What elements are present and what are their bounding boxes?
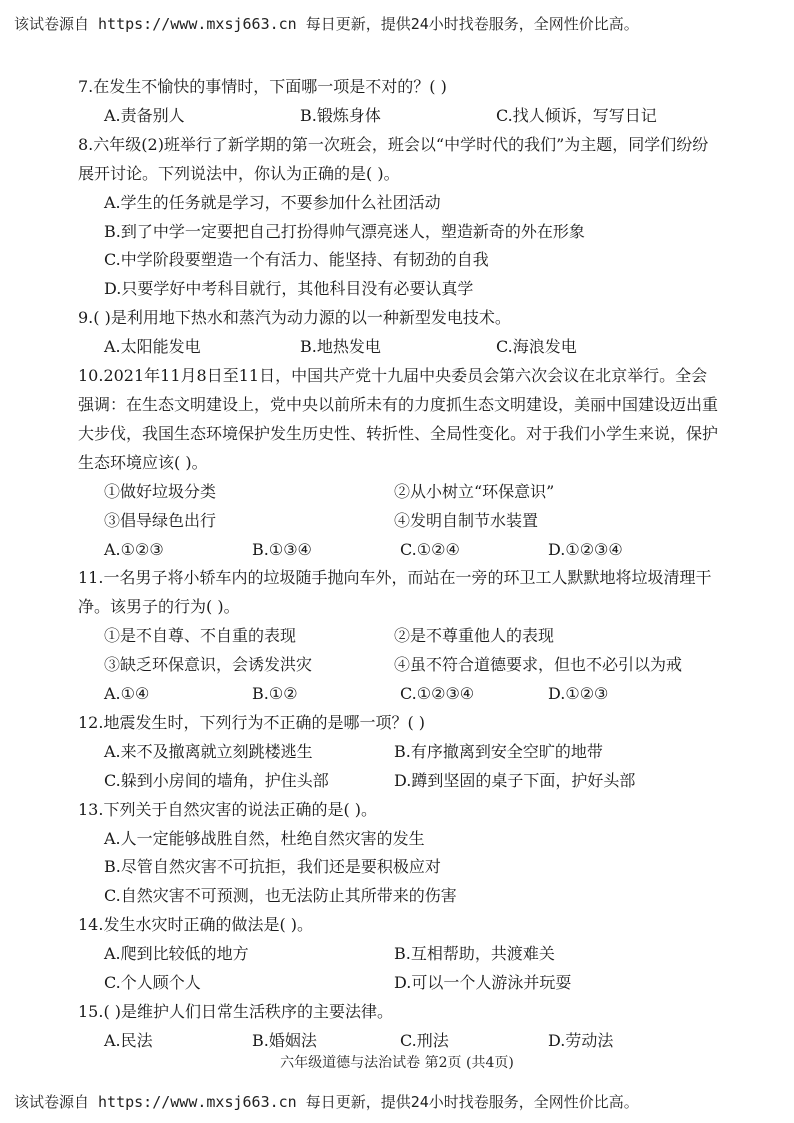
option-c: C.海浪发电 — [496, 337, 577, 357]
statement-1: ①是不自尊、不自重的表现 — [104, 626, 297, 646]
statement-row — [78, 507, 718, 536]
option-a: A.①②③ — [104, 539, 164, 559]
option-row — [78, 680, 718, 709]
option-d: D.只要学好中考科目就行，其他科目没有必要认真学 — [104, 279, 474, 299]
option-b: B.尽管自然灾害不可抗拒，我们还是要积极应对 — [104, 857, 441, 877]
statement-4: ④虽不符合道德要求，但也不必引以为戒 — [394, 655, 683, 675]
question-stem: 11.一名男子将小轿车内的垃圾随手抛向车外，而站在一旁的环卫工人默默地将垃圾清理干净。该男子的行为( )。 — [78, 568, 712, 617]
option-c: C.躲到小房间的墙角，护住头部 — [104, 770, 329, 790]
question-stem: 9.( )是利用地下热水和蒸汽为动力源的以一种新型发电技术。 — [78, 308, 511, 328]
source-banner-top: 该试卷源自 https://www.mxsj663.cn 每日更新，提供24小时找卷服务，全网性价比高。 — [14, 15, 639, 33]
option-b: B.锻炼身体 — [300, 105, 381, 125]
statement-row — [78, 622, 718, 651]
question-11 — [78, 564, 718, 709]
option-d: D.①②③④ — [548, 539, 623, 559]
page-footer: 六年级道德与法治试卷 第2页 (共4页) — [280, 1055, 514, 1071]
statement-row — [78, 651, 718, 680]
option-c: C.找人倾诉，写写日记 — [496, 105, 657, 125]
option-a: A.爬到比较低的地方 — [104, 944, 249, 964]
question-8 — [78, 131, 718, 304]
option-row — [78, 738, 718, 767]
option-a: A.太阳能发电 — [104, 337, 201, 357]
statement-2: ②从小树立“环保意识” — [394, 481, 555, 501]
option-b: B.到了中学一定要把自己打扮得帅气漂亮迷人，塑造新奇的外在形象 — [104, 221, 585, 241]
question-12 — [78, 709, 718, 796]
question-9 — [78, 304, 718, 362]
option-row — [78, 767, 718, 796]
question-10 — [78, 362, 718, 564]
question-stem: 12.地震发生时，下列行为不正确的是哪一项？( ) — [78, 712, 426, 732]
statement-2: ②是不尊重他人的表现 — [394, 626, 555, 646]
statement-1: ①做好垃圾分类 — [104, 481, 217, 501]
question-14 — [78, 911, 718, 998]
option-a: A.人一定能够战胜自然，杜绝自然灾害的发生 — [104, 828, 425, 848]
option-c: C.中学阶段要塑造一个有活力、能坚持、有韧劲的自我 — [104, 250, 489, 270]
option-row — [78, 102, 718, 131]
option-d: D.劳动法 — [548, 1030, 614, 1050]
option-row — [78, 333, 718, 362]
option-c: C.个人顾个人 — [104, 973, 201, 993]
option-row — [78, 969, 718, 998]
option-b: B.有序撤离到安全空旷的地带 — [394, 741, 603, 761]
question-stem: 14.发生水灾时正确的做法是( )。 — [78, 915, 314, 935]
option-c: C.①②③④ — [400, 684, 475, 704]
question-13 — [78, 796, 718, 912]
option-b: B.①② — [252, 684, 298, 704]
question-stem: 15.( )是维护人们日常生活秩序的主要法律。 — [78, 1002, 394, 1021]
option-b: B.①③④ — [252, 539, 312, 559]
option-d: D.可以一个人游泳并玩耍 — [394, 973, 572, 993]
statement-row — [78, 478, 718, 507]
question-7 — [78, 73, 718, 131]
question-stem: 8.六年级(2)班举行了新学期的第一次班会，班会以“中学时代的我们”为主题，同学们纷纷展开讨论。下列说法中，你认为正确的是( )。 — [78, 134, 709, 183]
source-banner-bottom: 该试卷源自 https://www.mxsj663.cn 每日更新，提供24小时找卷服务，全网性价比高。 — [14, 1093, 639, 1111]
option-c: C.刑法 — [400, 1030, 449, 1050]
option-d: D.①②③ — [548, 684, 609, 704]
option-d: D.蹲到坚固的桌子下面，护好头部 — [394, 770, 636, 790]
statement-4: ④发明自制节水装置 — [394, 510, 539, 530]
option-a: A.①④ — [104, 684, 150, 704]
option-row — [78, 536, 718, 565]
option-a: A.民法 — [104, 1030, 153, 1050]
question-list — [78, 73, 718, 1056]
option-a: A.学生的任务就是学习，不要参加什么社团活动 — [104, 192, 441, 212]
option-a: A.来不及撤离就立刻跳楼逃生 — [104, 741, 313, 761]
option-b: B.地热发电 — [300, 337, 381, 357]
question-stem: 13.下列关于自然灾害的说法正确的是( )。 — [78, 799, 378, 819]
statement-3: ③缺乏环保意识，会诱发洪灾 — [104, 655, 313, 675]
option-row — [78, 940, 718, 969]
option-c: C.自然灾害不可预测，也无法防止其所带来的伤害 — [104, 886, 457, 906]
question-stem: 7.在发生不愉快的事情时，下面哪一项是不对的？( ) — [78, 77, 447, 96]
option-b: B.互相帮助，共渡难关 — [394, 944, 555, 964]
option-c: C.①②④ — [400, 539, 460, 559]
statement-3: ③倡导绿色出行 — [104, 510, 217, 530]
option-a: A.责备别人 — [104, 105, 185, 125]
question-15 — [78, 998, 718, 1056]
question-stem: 10.2021年11月8日至11日，中国共产党十九届中央委员会第六次会议在北京举行。全会强调：在生态文明建设上，党中央以前所未有的力度抓生态文明建设，美丽中国建设迈出重大步伐，我国生态环境保护发生历史性、转折性、全局性变化。对于我们小学生来说，保护生态环境应该( )。 — [78, 366, 719, 472]
option-b: B.婚姻法 — [252, 1030, 317, 1050]
